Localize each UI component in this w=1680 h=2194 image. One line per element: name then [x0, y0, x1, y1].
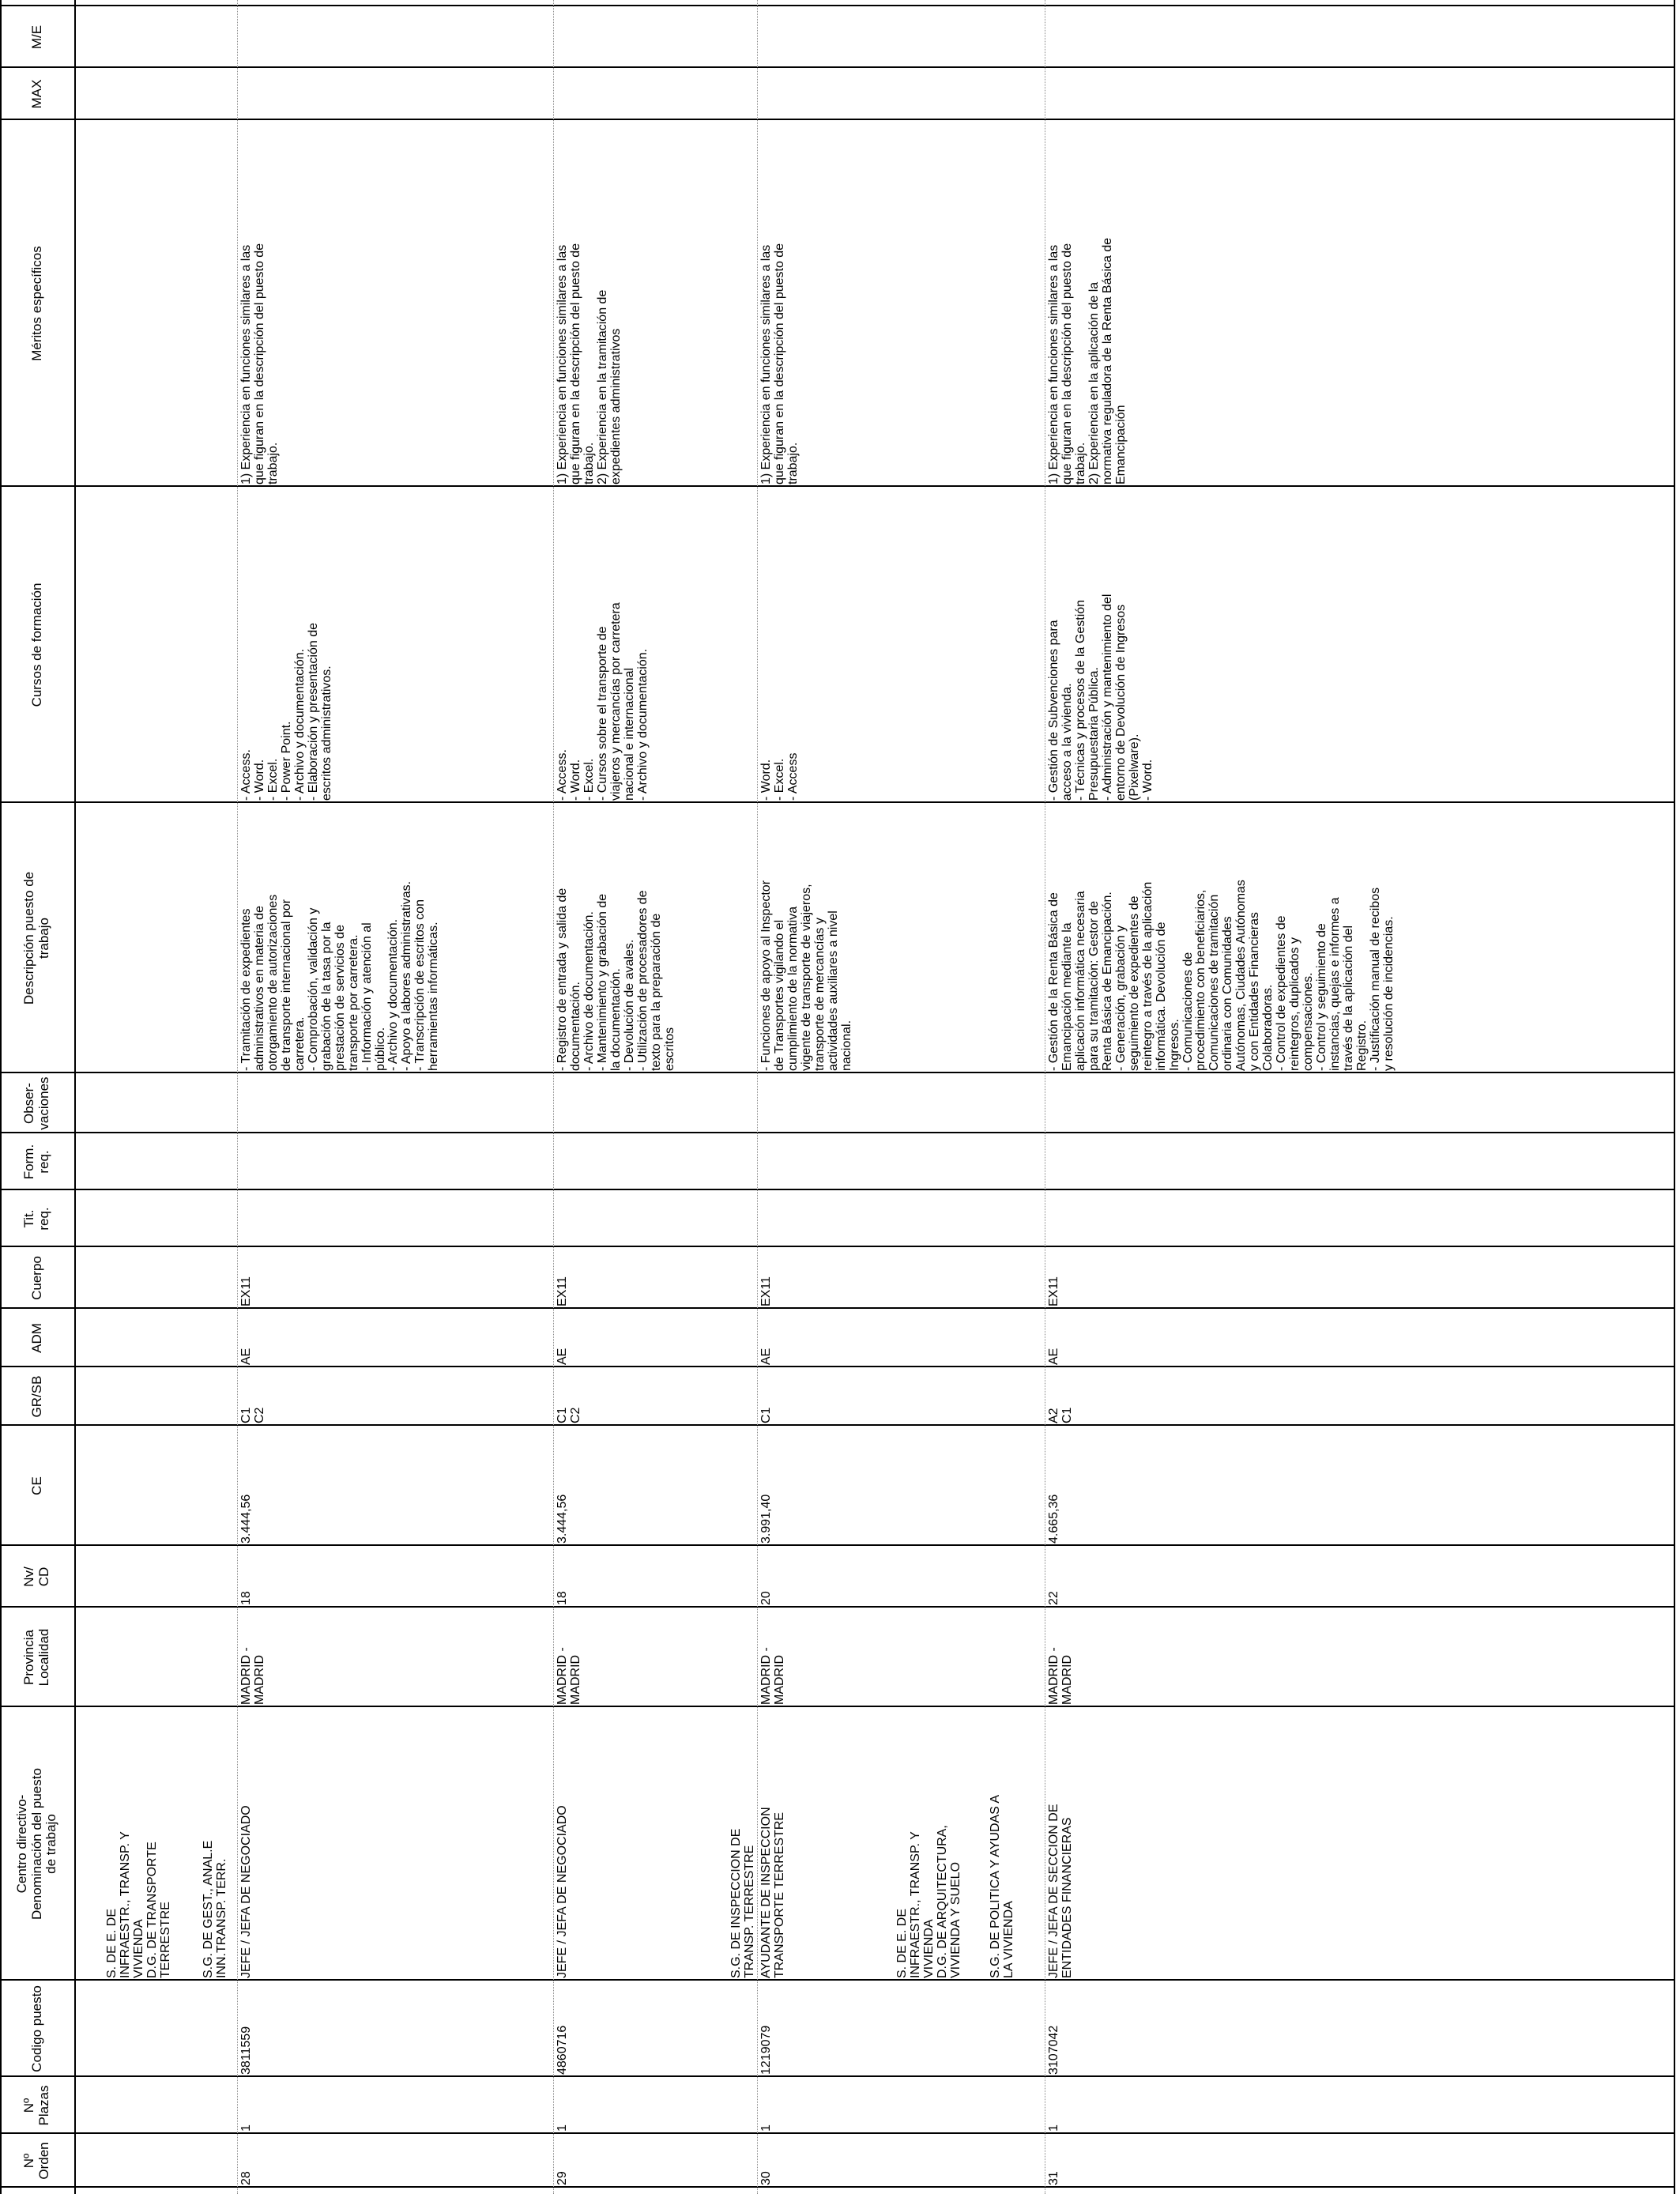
cursos-line: - Excel. — [772, 758, 786, 801]
puesto-cell — [1048, 1707, 1075, 1981]
cursos-line: - Word. — [568, 759, 582, 801]
descripcion-line: y resolución de incidencias. — [1381, 916, 1396, 1071]
cursos-line: viajeros y mercancías por carretera — [608, 602, 623, 801]
cuerpo-cell: EX11 — [556, 1276, 569, 1306]
descripcion-line: documentación. — [568, 982, 582, 1071]
unit-block — [989, 1707, 1016, 1981]
descripcion-line: transporte por carretera. — [346, 934, 360, 1071]
descripcion-line: - Apoyo a labores administrativas. — [400, 880, 414, 1071]
cursos-line: - Excel. — [266, 758, 280, 801]
descripcion-line: informática. Devolución de — [1154, 922, 1168, 1071]
header-meritos: Méritos específicos — [28, 246, 44, 361]
cursos-line: acceso a la vivienda. — [1060, 683, 1074, 801]
descripcion-line: - Utilización de procesadores de — [635, 890, 650, 1071]
unit-line: S. DE E. DE — [895, 1908, 909, 1978]
meritos-line: 1) Experiencia en funciones similares a las — [556, 244, 569, 484]
unit-line: S. DE E. DE — [105, 1908, 119, 1978]
adm-cell: AE — [556, 1348, 569, 1365]
unit-line: INN.TRANSP. TERR. — [214, 1858, 228, 1978]
grupo-line: A2 — [1047, 1408, 1060, 1423]
descripcion-line: - Mantenimiento y grabación de — [595, 893, 609, 1071]
descripcion-line: Ingresos. — [1167, 1019, 1181, 1071]
header-plazas: Nº Plazas — [21, 2085, 51, 2126]
descripcion-line: cumplimiento de la normativa — [785, 906, 800, 1071]
header-cuerpo: Cuerpo — [28, 1256, 44, 1300]
header-bottom-rule — [74, 0, 76, 2194]
descripcion-line: de Transportes vigilando el — [772, 919, 786, 1071]
row-separator — [237, 0, 238, 2194]
row-separator — [553, 0, 554, 2194]
header-top-rule — [0, 0, 2, 2194]
cursos-line: - Access. — [239, 749, 253, 801]
descripcion-line: otorgamiento de autorizaciones — [266, 894, 280, 1071]
descripcion-line: aplicación informática necesaria — [1073, 891, 1087, 1071]
puesto-line: JEFE / JEFA DE NEGOCIADO — [556, 1805, 569, 1978]
grupo-line: C1 — [759, 1407, 773, 1423]
plazas-cell: 1 — [239, 2124, 253, 2132]
descripcion-line: - Información y atención al — [360, 922, 374, 1071]
adm-cell: AE — [759, 1348, 773, 1365]
meritos-cell — [240, 120, 281, 487]
descripcion-line: prestación de servicios de — [333, 925, 347, 1071]
descripcion-line: - Comunicaciones de — [1181, 952, 1195, 1071]
meritos-line: expedientes administrativos — [608, 328, 623, 484]
descripcion-line: - Justificación manual de recibos — [1368, 887, 1382, 1071]
cursos-line: - Archivo y documentación. — [292, 648, 307, 801]
orden-cell: 29 — [556, 2171, 569, 2185]
cursos-cell — [240, 487, 334, 803]
descripcion-line: público. — [373, 1027, 387, 1071]
descripcion-line: texto para la preparación de — [649, 913, 663, 1071]
unit-line: LA VIVIENDA — [1001, 1901, 1015, 1978]
descripcion-line: - Tramitación de expedientes — [239, 908, 253, 1071]
unit-line: S.G. DE GEST., ANAL.E — [202, 1840, 215, 1978]
header-ce: CE — [28, 1476, 44, 1495]
unit-line: INFRAESTR., TRANSP. Y — [908, 1831, 922, 1978]
header-descripcion: Descripción puesto de trabajo — [21, 871, 51, 1005]
meritos-cell — [760, 120, 800, 487]
unit-line: D.G. DE ARQUITECTURA, — [935, 1825, 949, 1978]
grupo-line: C1 — [556, 1407, 569, 1423]
meritos-line: trabajo. — [1073, 442, 1087, 484]
ce-cell: 3.991,40 — [759, 1494, 773, 1544]
puesto-cell — [240, 1707, 254, 1981]
orden-cell: 30 — [759, 2171, 773, 2185]
descripcion-line: administrativos en materia de — [252, 906, 266, 1071]
cursos-line: - Archivo y documentación. — [635, 648, 650, 801]
header-form: Form. req. — [21, 1144, 51, 1180]
meritos-cell — [1048, 120, 1128, 487]
provincia-line: MADRID — [1060, 1654, 1074, 1705]
meritos-line: 2) Experiencia en la aplicación de la — [1087, 281, 1101, 484]
provincia-cell — [1048, 1608, 1075, 1707]
row-separator — [757, 0, 758, 2194]
adm-cell: AE — [1047, 1348, 1060, 1365]
orden-cell: 31 — [1047, 2171, 1060, 2185]
descripcion-line: Autónomas, Ciudades Autónomas — [1234, 880, 1249, 1071]
cursos-line: - Word. — [759, 759, 773, 801]
header-provincia: Provincia Localidad — [21, 1628, 51, 1687]
adm-cell: AE — [239, 1348, 253, 1365]
provincia-line: MADRID - — [239, 1647, 253, 1705]
meritos-line: que figuran en la descripción del puesto de — [568, 243, 582, 484]
provincia-line: MADRID - — [556, 1647, 569, 1705]
descripcion-line: seguimiento de expedientes de — [1127, 895, 1141, 1071]
cursos-line: nacional e internacional — [622, 667, 636, 801]
meritos-line: 1) Experiencia en funciones similares a las — [759, 244, 773, 484]
nivel-cell: 18 — [556, 1591, 569, 1605]
cursos-line: - Administración y mantenimiento del — [1100, 594, 1114, 801]
ce-cell: 3.444,56 — [239, 1494, 253, 1544]
codigo-cell: 3107042 — [1047, 2025, 1060, 2075]
meritos-line: trabajo. — [266, 442, 280, 484]
column-rule — [0, 5, 1674, 6]
puesto-line: AYUDANTE DE INSPECCION — [759, 1807, 773, 1978]
grupo-line: C1 — [1060, 1407, 1074, 1423]
descripcion-line: - Funciones de apoyo al Inspector — [759, 880, 773, 1071]
puesto-cell — [556, 1707, 570, 1981]
provincia-line: MADRID — [252, 1654, 266, 1705]
descripcion-line: reintegros, duplicados y — [1288, 937, 1302, 1071]
codigo-cell: 1219079 — [759, 2025, 773, 2075]
unit-block — [106, 1707, 173, 1981]
descripcion-line: compensaciones. — [1301, 972, 1316, 1071]
header-max: MAX — [28, 79, 44, 109]
descripcion-line: - Registro de entrada y salida de — [556, 888, 569, 1071]
descripcion-line: reintegro a través de la aplicación — [1140, 881, 1155, 1071]
descripcion-line: procedimiento con beneficiarios, — [1194, 889, 1208, 1071]
header-codigo: Codigo puesto — [28, 1985, 44, 2072]
descripcion-line: y con Entidades Financieras — [1248, 912, 1262, 1071]
column-rule — [0, 1189, 1674, 1190]
unit-line: VIVIENDA Y SUELO — [948, 1861, 962, 1978]
meritos-line: normativa reguladora de la Renta Básica de — [1100, 237, 1114, 484]
cursos-line: - Técnicas y procesos de la Gestión — [1073, 599, 1087, 801]
puesto-cell — [760, 1707, 787, 1981]
cursos-cell — [556, 487, 650, 803]
descripcion-line: carretera. — [292, 1016, 307, 1071]
plazas-cell: 1 — [759, 2124, 773, 2132]
cuerpo-cell: EX11 — [759, 1276, 773, 1306]
descripcion-line: - Comprobación, validación y — [306, 907, 320, 1071]
descripcion-line: para su tramitación: Gestor de — [1087, 900, 1101, 1071]
cursos-line: - Word. — [252, 759, 266, 801]
descripcion-line: instancias, quejas e informes a — [1328, 897, 1343, 1071]
unit-line: VIVIENDA — [131, 1919, 145, 1978]
cursos-line: - Word. — [1140, 759, 1155, 801]
cursos-line: entorno de Devolución de Ingresos — [1113, 604, 1128, 801]
unit-line: VIVIENDA — [921, 1919, 936, 1978]
ce-cell: 4.665,36 — [1047, 1494, 1060, 1544]
meritos-line: 2) Experiencia en la tramitación de — [595, 289, 609, 484]
meritos-line: que figuran en la descripción del puesto de — [252, 243, 266, 484]
descripcion-line: Comunicaciones de tramitación — [1207, 894, 1222, 1071]
meritos-line: trabajo. — [785, 442, 800, 484]
descripcion-line: - Devolución de avales. — [622, 939, 636, 1071]
provincia-line: MADRID - — [1047, 1647, 1060, 1705]
provincia-cell — [240, 1608, 267, 1707]
nivel-cell: 22 — [1047, 1591, 1060, 1605]
descripcion-line: transporte de mercancías y — [812, 918, 827, 1071]
descripcion-line: la documentación. — [608, 968, 623, 1071]
unit-block — [730, 1707, 757, 1981]
descripcion-line: grabación de la tasa por la — [319, 922, 333, 1071]
grupo-cell — [240, 1367, 267, 1426]
descripcion-line: - Archivo y documentación. — [386, 918, 401, 1071]
puesto-line: JEFE / JEFA DE NEGOCIADO — [239, 1805, 253, 1978]
descripcion-cell — [240, 803, 441, 1073]
grupo-line: C2 — [252, 1407, 266, 1423]
descripcion-cell — [1048, 803, 1396, 1073]
descripcion-line: Emancipación mediante la — [1060, 922, 1074, 1071]
ce-cell: 3.444,56 — [556, 1494, 569, 1544]
cuerpo-cell: EX11 — [1047, 1276, 1060, 1306]
unit-line: TRANSP. TERRESTRE — [742, 1845, 756, 1978]
meritos-line: que figuran en la descripción del puesto de — [772, 243, 786, 484]
grupo-line: C2 — [568, 1407, 582, 1423]
provincia-line: MADRID — [772, 1654, 786, 1705]
meritos-line: 1) Experiencia en funciones similares a las — [1047, 244, 1060, 484]
orden-cell: 28 — [239, 2171, 253, 2185]
cuerpo-cell: EX11 — [239, 1276, 253, 1306]
header-adm: ADM — [28, 1323, 44, 1353]
plazas-cell: 1 — [556, 2124, 569, 2132]
unit-line: TERRESTRE — [158, 1902, 172, 1978]
nivel-cell: 20 — [759, 1591, 773, 1605]
header-centro: Centro directivo- Denominación del puesto de trabajo — [13, 1768, 59, 1920]
cursos-line: Presupuestaria Pública. — [1087, 667, 1101, 801]
puesto-line: ENTIDADES FINANCIERAS — [1060, 1817, 1074, 1978]
header-observ: Obser- vaciones — [21, 1076, 51, 1130]
puesto-line: JEFE / JEFA DE SECCION DE — [1047, 1804, 1060, 1978]
descripcion-cell — [760, 803, 854, 1073]
descripcion-line: vigente de transporte de viajeros, — [799, 884, 813, 1071]
grupo-cell — [760, 1367, 774, 1426]
grupo-line: C1 — [239, 1407, 253, 1423]
header-cursos: Cursos de formación — [28, 582, 44, 707]
unit-line: S.G. DE POLITICA Y AYUDAS A — [989, 1794, 1002, 1978]
grupo-cell — [556, 1367, 583, 1426]
header-orden: Nº Orden — [21, 2142, 51, 2180]
descripcion-line: escritos — [662, 1027, 676, 1071]
descripcion-line: actividades auxiliares a nivel — [826, 910, 840, 1071]
provincia-cell — [760, 1608, 787, 1707]
descripcion-cell — [556, 803, 677, 1073]
descripcion-line: Colaboradoras. — [1261, 984, 1275, 1071]
unit-block — [896, 1707, 963, 1981]
cursos-line: - Access. — [556, 749, 569, 801]
descripcion-line: - Archivo de documentación. — [582, 911, 596, 1071]
cursos-line: (Pixelware). — [1127, 733, 1141, 801]
nivel-cell: 18 — [239, 1591, 253, 1605]
meritos-line: 1) Experiencia en funciones similares a las — [239, 244, 253, 484]
provincia-cell — [556, 1608, 583, 1707]
descripcion-line: - Control y seguimiento de — [1315, 923, 1329, 1071]
unit-block — [202, 1707, 229, 1981]
cursos-line: - Excel. — [582, 758, 596, 801]
unit-line: INFRAESTR., TRANSP. Y — [118, 1831, 132, 1978]
meritos-line: Emancipación — [1113, 405, 1128, 484]
descripcion-line: Renta Básica de Emancipación. — [1100, 892, 1114, 1071]
meritos-line: trabajo. — [582, 442, 596, 484]
descripcion-line: herramientas informáticas. — [427, 922, 441, 1071]
provincia-line: MADRID - — [759, 1647, 773, 1705]
header-me: M/E — [28, 25, 44, 50]
descripcion-line: - Control de expedientes de — [1275, 915, 1289, 1071]
descripcion-line: través de la aplicación del — [1341, 925, 1355, 1071]
provincia-line: MADRID — [568, 1654, 582, 1705]
meritos-cell — [556, 120, 623, 487]
header-nivel: Nv/ CD — [21, 1566, 51, 1587]
unit-line: D.G. DE TRANSPORTE — [145, 1842, 159, 1978]
cursos-line: - Power Point. — [279, 721, 293, 801]
descripcion-line: nacional. — [839, 1020, 853, 1071]
grupo-cell — [1048, 1367, 1075, 1426]
column-rule — [0, 1132, 1674, 1133]
header-tit: Tit. req. — [21, 1207, 51, 1231]
cursos-cell — [1048, 487, 1155, 803]
codigo-cell: 4860716 — [556, 2025, 569, 2075]
cursos-line: - Access — [785, 752, 800, 801]
codigo-cell: 3811559 — [239, 2026, 253, 2075]
puesto-line: TRANSPORTE TERRESTRE — [772, 1811, 786, 1978]
cursos-cell — [760, 487, 800, 803]
column-rule — [0, 66, 1674, 68]
meritos-line: que figuran en la descripción del puesto de — [1060, 243, 1074, 484]
cursos-line: - Elaboración y presentación de — [306, 622, 320, 801]
cursos-line: - Cursos sobre el transporte de — [595, 626, 609, 801]
descripcion-line: Registro. — [1354, 1020, 1369, 1071]
descripcion-line: ordinaria con Comunidades — [1221, 916, 1235, 1071]
descripcion-line: de transporte internacional por — [279, 899, 293, 1071]
cursos-line: escritos administrativos. — [319, 665, 333, 801]
descripcion-line: - Generación, grabación y — [1113, 925, 1128, 1071]
plazas-cell: 1 — [1047, 2124, 1060, 2132]
header-grupo: GR/SB — [28, 1375, 44, 1418]
unit-line: S.G. DE INSPECCION DE — [729, 1828, 743, 1978]
cursos-line: - Gestión de Subvenciones para — [1047, 620, 1060, 801]
table-bottom-rule — [1674, 0, 1675, 2194]
descripcion-line: - Transcripción de escritos con — [413, 899, 428, 1071]
descripcion-line: - Gestión de la Renta Básica de — [1047, 892, 1060, 1071]
